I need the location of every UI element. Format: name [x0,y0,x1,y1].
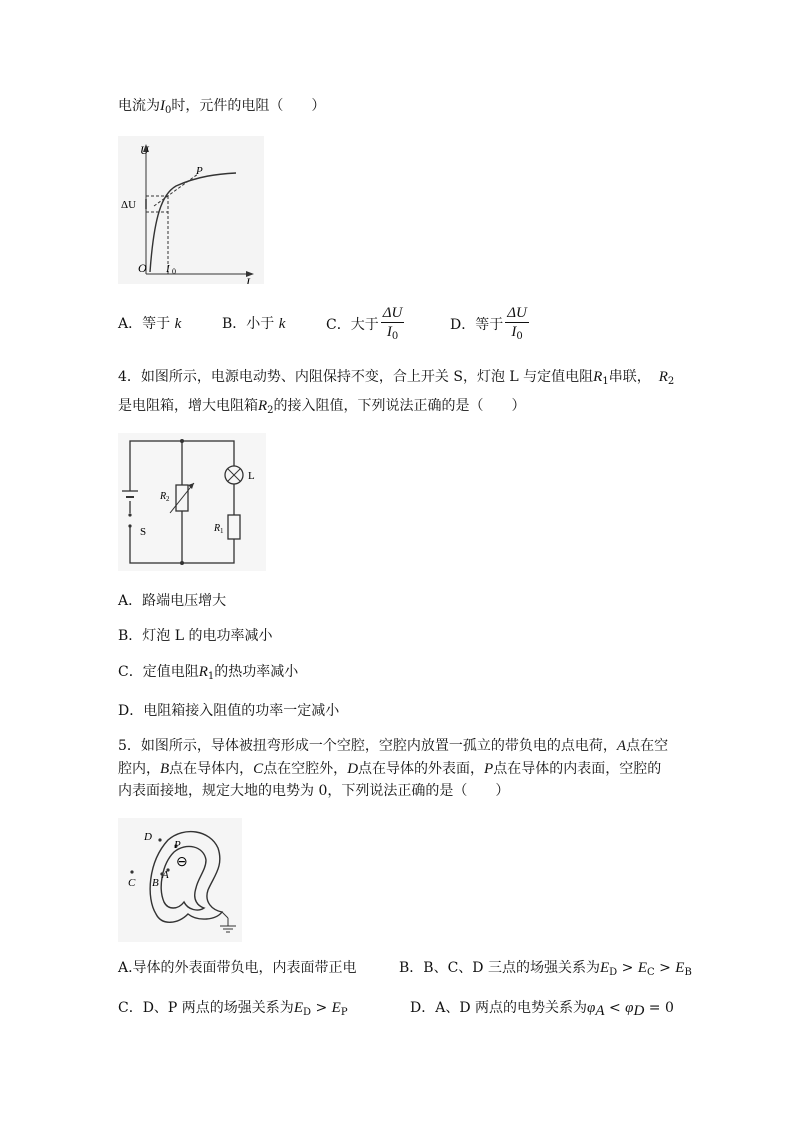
q4-stem-line2: 是电阻箱，增大电阻箱$R_2$的接入阻值，下列说法正确的是（ ） [118,398,526,416]
q5-option-b: B．B、C、D 三点的场强关系为$E_D > E_C > E_B$ [399,960,692,978]
p-label: P [196,165,203,177]
q5-conductor-figure [118,818,242,942]
q4-option-d: D．电阻箱接入阻值的功率一定减小 [118,703,340,719]
q3-ui-graph [118,136,264,284]
q3-option-b: B．小于 k [222,316,286,332]
r2-sub: 2 [166,495,170,503]
q5-option-c: C．D、P 两点的场强关系为$E_D > E_P$ [118,1000,348,1018]
i0-label: I [166,263,170,275]
switch-label: S [140,526,147,538]
r2-label: R [160,491,167,502]
r1-sub: 1 [220,527,224,535]
q4-circuit-diagram [118,433,266,571]
q3-stem: 电流为$I_0$时，元件的电阻（ ） [118,98,326,116]
label-a: A [162,869,169,881]
q4-stem-line1: 4．如图所示，电源电动势、内阻保持不变，合上开关 S，灯泡 L 与定值电阻$R_1$串联， $R_2$ [118,369,675,387]
q3-option-c: C．大于 $\frac{\Delta U}{I_0}$ [326,304,404,346]
q5-stem-line2: 腔内，B点在导体内，C点在空腔外，D点在导体的外表面，P点在导体的内表面，空腔的 [118,761,662,777]
label-p: P [174,839,181,851]
u-axis-label: U [140,143,149,157]
q5-stem-line1: 5．如图所示，导体被扭弯形成一个空腔，空腔内放置一孤立的带负电的点电荷，A点在空 [118,738,669,754]
q4-option-b: B．灯泡 L 的电功率减小 [118,628,273,644]
delta-u-label: ΔU [121,199,137,211]
q5-option-a: A.导体的外表面带负电，内表面带正电 [118,960,357,976]
q3-option-d: D．等于 $\frac{\Delta U}{I_0}$ [450,304,529,346]
label-b: B [152,877,159,889]
label-c: C [128,877,136,889]
q4-option-c: C．定值电阻$R_1$的热功率减小 [118,664,299,682]
fraction: $\frac{\Delta U}{I_0}$ [507,305,527,342]
i0-sub: 0 [172,267,176,276]
lamp-label: L [248,470,255,482]
r1-label: R [214,523,221,534]
q4-option-a: A．路端电压增大 [118,593,227,609]
label-d: D [144,831,152,843]
i-axis-label: I [246,275,250,284]
negative-charge-icon: ⊖ [176,855,188,870]
origin-label: O [138,261,147,275]
fraction: $\frac{\Delta U}{I_0}$ [382,305,403,342]
q5-option-d: D．A、D 两点的电势关系为$\varphi_A < \varphi_D = 0$ [410,1000,674,1019]
q5-stem-line3: 内表面接地，规定大地的电势为 0，下列说法正确的是（ ） [118,783,510,799]
q3-option-a: A．等于 k [118,316,182,332]
